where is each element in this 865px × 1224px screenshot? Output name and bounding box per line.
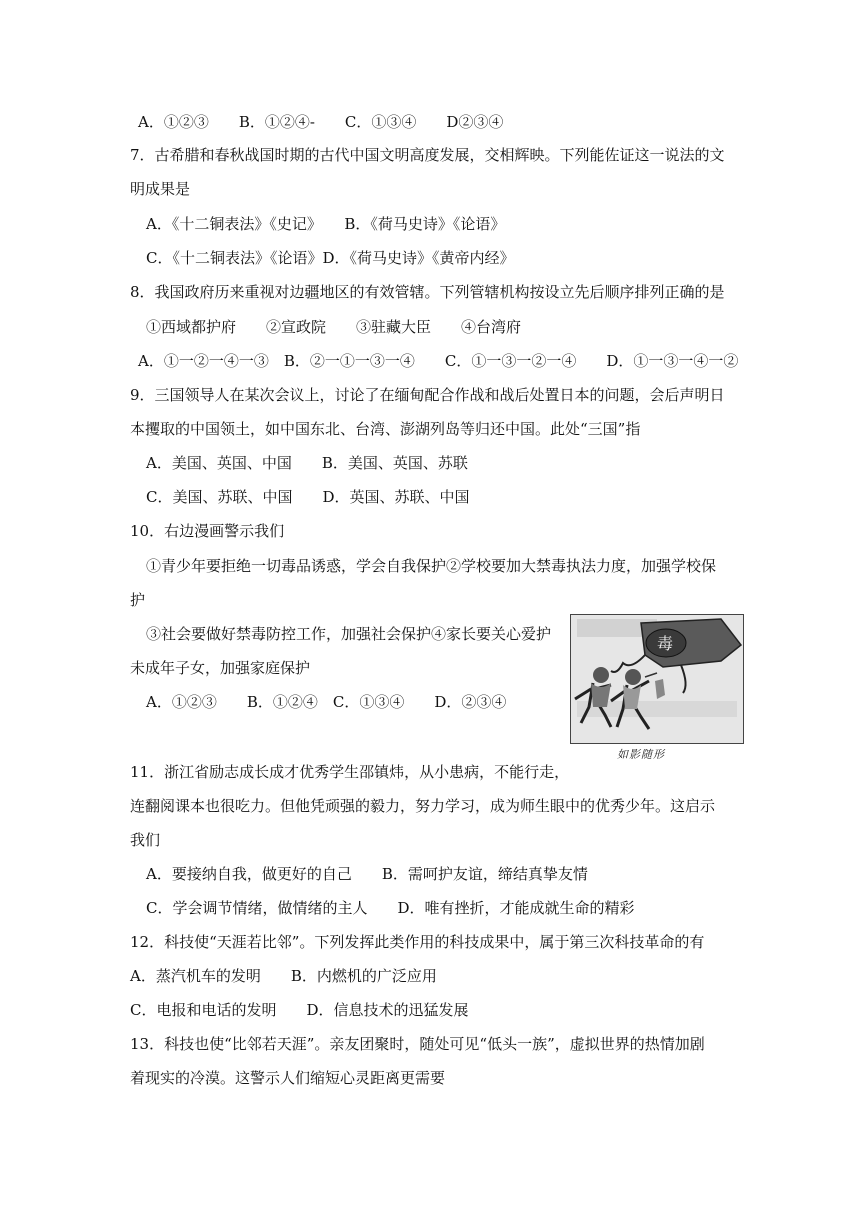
q11-stem-line1: 11．浙江省励志成长成才优秀学生邵镇炜，从小患病，不能行走， <box>130 763 570 781</box>
q7-stem-line2: 明成果是 <box>130 180 191 198</box>
q9-stem-line2: 本攫取的中国领土，如中国东北、台湾、澎湖列岛等归还中国。此处“三国”指 <box>130 420 641 438</box>
line-q6-options: A．①②③ B．①②④- C．①③④ D②③④ <box>138 113 504 131</box>
q12-options-cd: C．电报和电话的发明 D．信息技术的迅猛发展 <box>130 1001 469 1019</box>
q8-stem: 8．我国政府历来重视对边疆地区的有效管辖。下列管辖机构按设立先后顺序排列正确的是 <box>130 283 725 301</box>
q11-options-cd: C．学会调节情绪，做情绪的主人 D．唯有挫折，才能成就生命的精彩 <box>146 899 635 917</box>
q11-stem-line3: 我们 <box>130 831 161 849</box>
q12-options-ab: A．蒸汽机车的发明 B．内燃机的广泛应用 <box>130 967 437 985</box>
q11-stem-line2: 连翻阅课本也很吃力。但他凭顽强的毅力，努力学习，成为师生眼中的优秀少年。这启示 <box>130 797 716 815</box>
anti-drug-cartoon <box>570 614 744 744</box>
q10-items-line4: 未成年子女，加强家庭保护 <box>130 659 311 677</box>
q8-options: A．①一②一④一③ B．②一①一③一④ C．①一③一②一④ D．①一③一④一② <box>138 352 739 370</box>
q7-options-ab: A．《十二铜表法》《史记》 B．《荷马史诗》《论语》 <box>146 215 506 233</box>
q12-stem: 12．科技使“天涯若比邻”。下列发挥此类作用的科技成果中，属于第三次科技革命的有 <box>130 933 705 951</box>
q10-items-line2: 护 <box>130 591 146 609</box>
q8-items: ①西域都护府 ②宣政院 ③驻藏大臣 ④台湾府 <box>146 318 522 336</box>
q9-options-cd: C．美国、苏联、中国 D．英国、苏联、中国 <box>146 488 470 506</box>
q13-stem-line2: 着现实的冷漠。这警示人们缩短心灵距离更需要 <box>130 1069 446 1087</box>
q11-options-ab: A．要接纳自我，做更好的自己 B．需呵护友谊，缔结真挚友情 <box>146 865 588 883</box>
q7-stem-line1: 7．古希腊和春秋战国时期的古代中国文明高度发展，交相辉映。下列能佐证这一说法的文 <box>130 146 725 164</box>
cartoon-board-text: 毒 <box>657 634 674 653</box>
q10-items-line1: ①青少年要拒绝一切毒品诱惑，学会自我保护②学校要加大禁毒执法力度，加强学校保 <box>146 557 717 575</box>
q10-items-line3: ③社会要做好禁毒防控工作，加强社会保护④家长要关心爱护 <box>146 625 552 643</box>
q9-stem-line1: 9．三国领导人在某次会议上，讨论了在缅甸配合作战和战后处置日本的问题，会后声明日 <box>130 386 725 404</box>
q7-options-cd: C．《十二铜表法》《论语》D．《荷马史诗》《黄帝内经》 <box>146 249 515 267</box>
q9-options-ab: A．美国、英国、中国 B．美国、英国、苏联 <box>146 454 468 472</box>
q13-stem-line1: 13．科技也使“比邻若天涯”。亲友团聚时，随处可见“低头一族”，虚拟世界的热情加剧 <box>130 1035 705 1053</box>
q10-stem: 10．右边漫画警示我们 <box>130 522 285 540</box>
cartoon-caption: 如影随形 <box>617 748 665 761</box>
q10-options: A．①②③ B．①②④ C．①③④ D．②③④ <box>146 693 507 711</box>
